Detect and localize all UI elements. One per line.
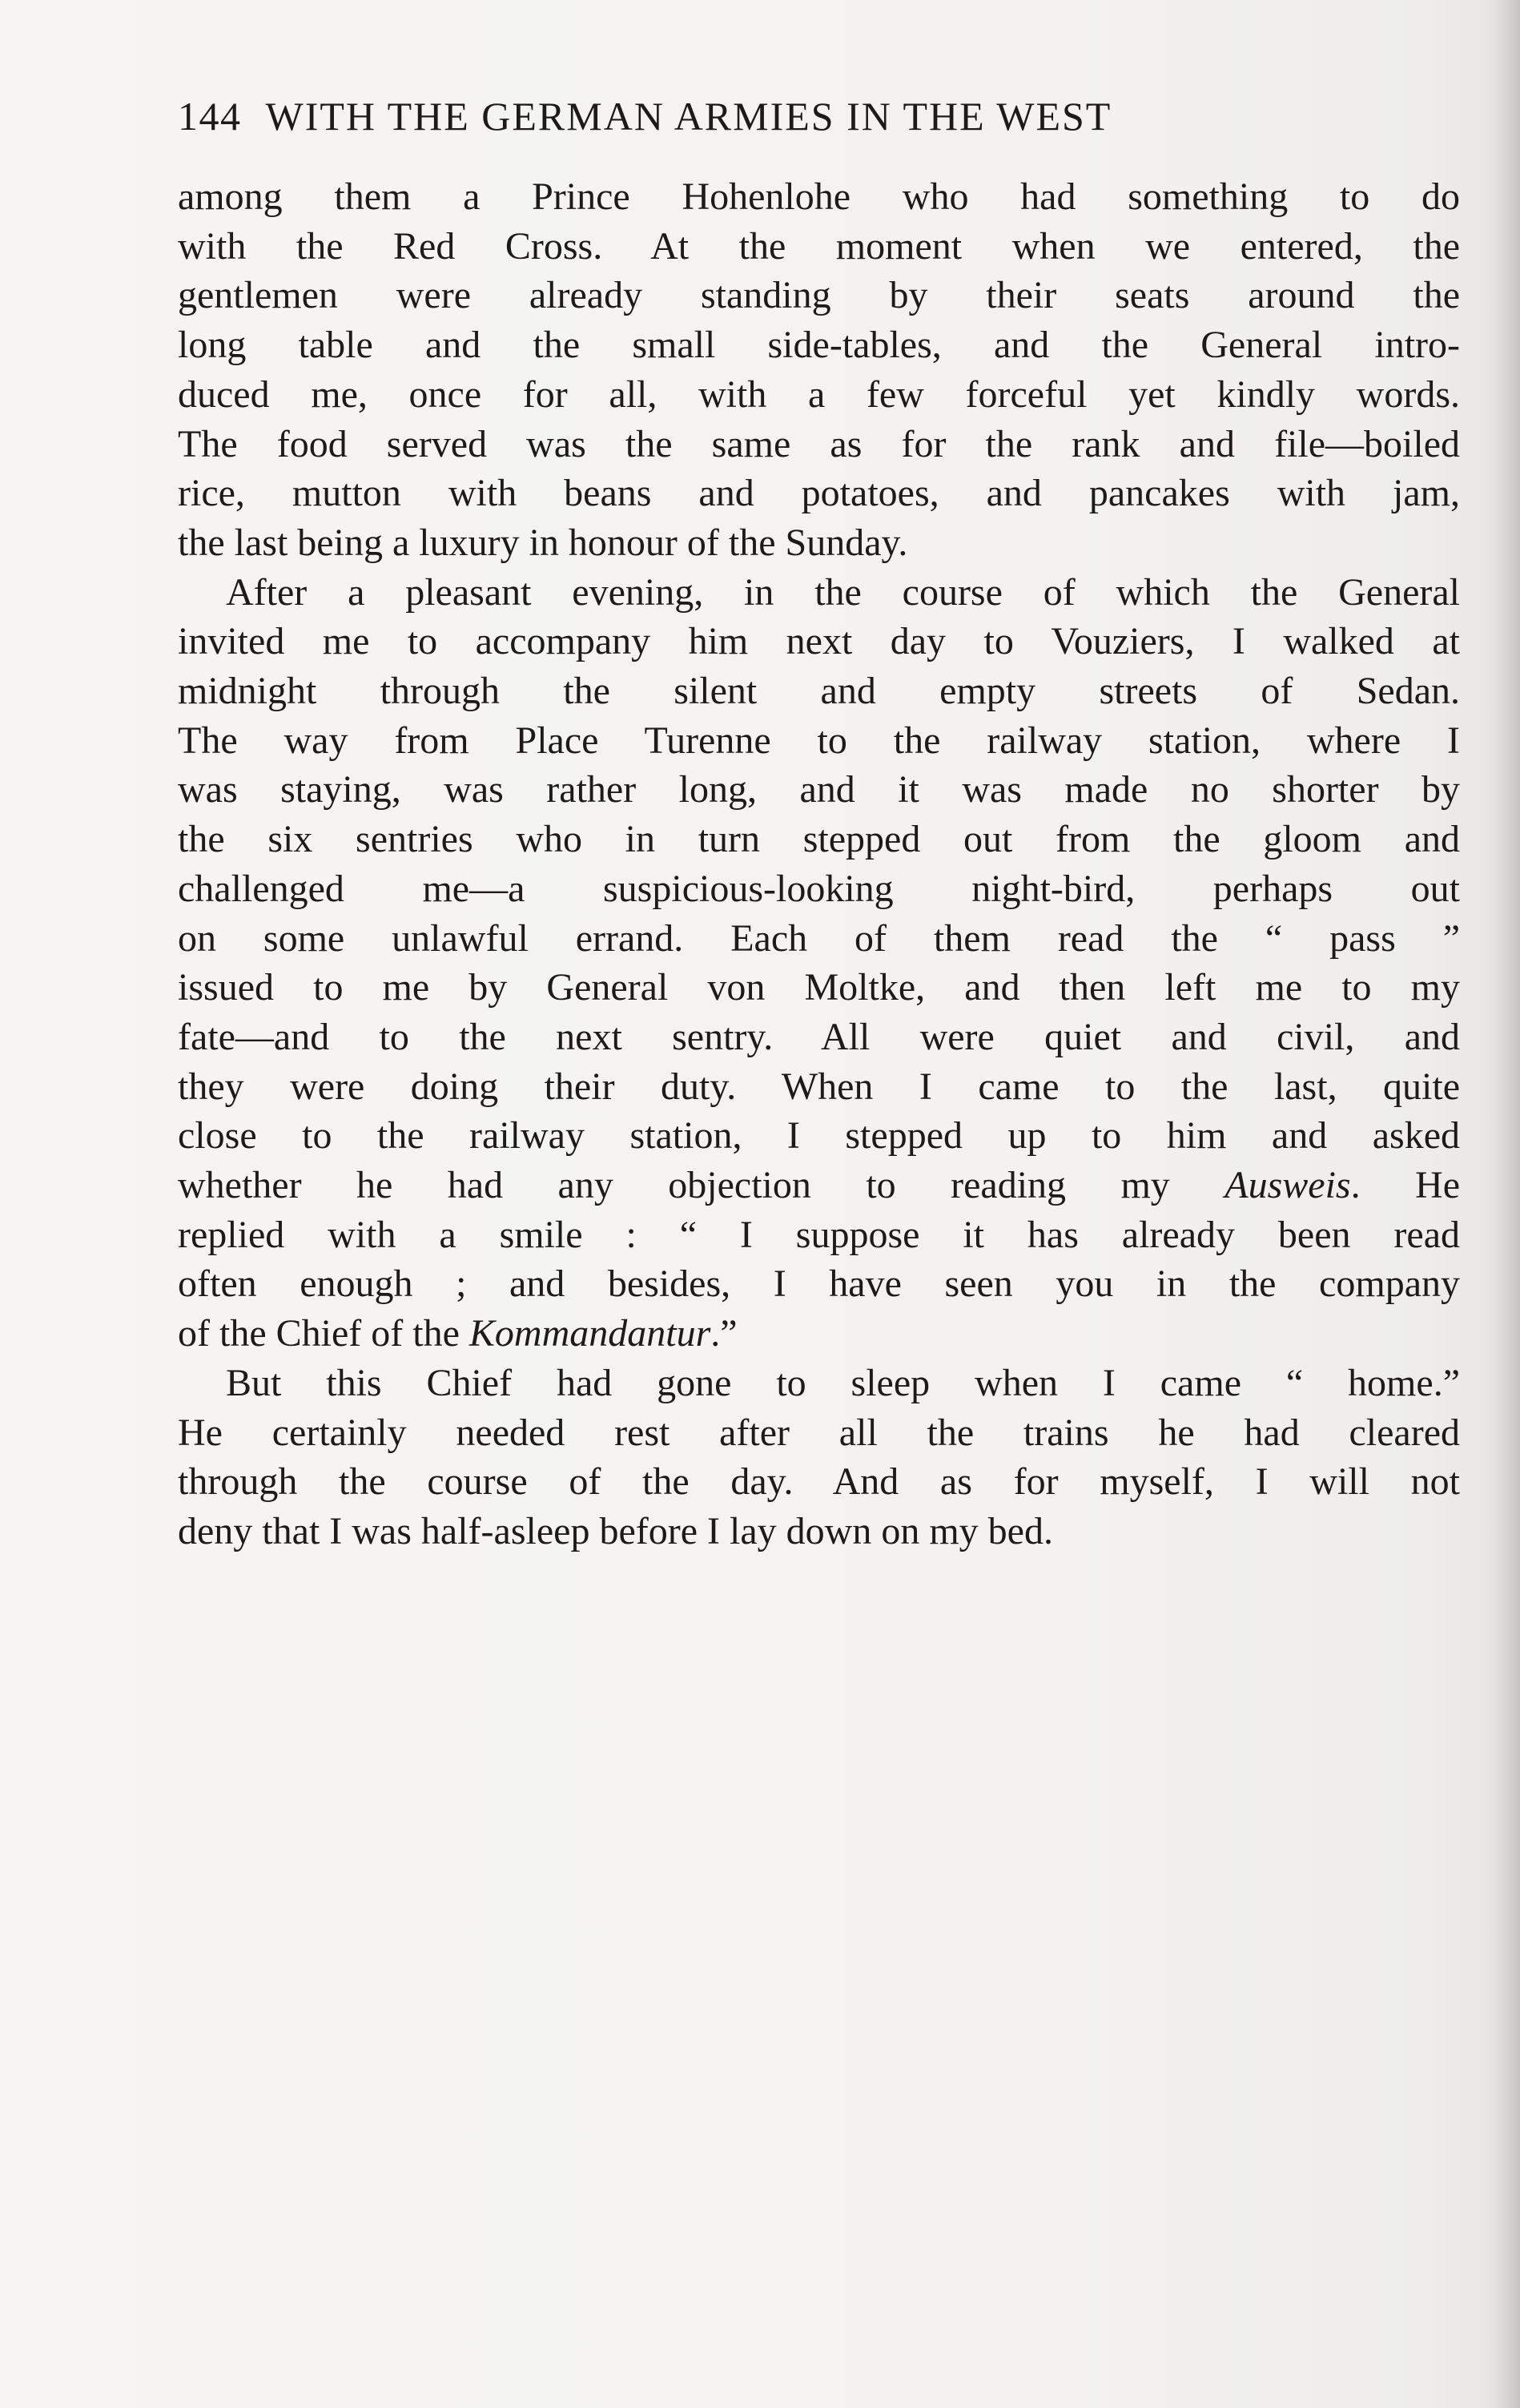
text-line: deny that I was half-asleep before I lay down on my bed.: [178, 1509, 1053, 1552]
text-line: fate—and to the next sentry. All were quiet and civil, and: [178, 1015, 1460, 1058]
text-line: He certainly needed rest after all the trains he had cleared: [178, 1411, 1460, 1454]
text-line: The food served was the same as for the rank and file—boiled: [178, 422, 1460, 465]
text-fragment: .”: [710, 1312, 738, 1355]
text-line: rice, mutton with beans and potatoes, and pancakes with jam,: [178, 472, 1460, 515]
text-line: on some unlawful errand. Each of them read the “ pass ”: [178, 916, 1460, 960]
text-fragment: of the Chief of the: [178, 1312, 469, 1355]
text-line: the last being a luxury in honour of the Sunday.: [178, 521, 908, 564]
text-line: close to the railway station, I stepped up to him and asked: [178, 1114, 1460, 1158]
text-line: among them a Prince Hohenlohe who had something to do: [178, 175, 1460, 218]
text-line-ausweis: [178, 1161, 1460, 1210]
italic-word-kommandantur: Kommandantur: [468, 1312, 711, 1355]
paragraph-3: [178, 1359, 1460, 1556]
italic-word-ausweis: Ausweis: [1224, 1164, 1351, 1207]
text-line: The way from Place Turenne to the railway station, where I: [178, 719, 1460, 762]
text-line: often enough ; and besides, I have seen you in the company: [178, 1262, 1460, 1306]
page-number: 144: [178, 94, 242, 139]
text-line: was staying, was rather long, and it was made no shorter by: [178, 768, 1460, 811]
body-text: [178, 172, 1460, 1556]
text-line: But this Chief had gone to sleep when I came “ home.”: [226, 1361, 1460, 1404]
running-title: WITH THE GERMAN ARMIES IN THE WEST: [265, 94, 1112, 139]
text-line: long table and the small side-tables, and the General intro-: [178, 324, 1460, 367]
text-line: replied with a smile : “ I suppose it has already been read: [178, 1213, 1460, 1256]
text-line: gentlemen were already standing by their seats around the: [178, 274, 1460, 317]
text-line: the six sentries who in turn stepped out from the gloom and: [178, 818, 1460, 861]
text-line: they were doing their duty. When I came to the last, quite: [178, 1065, 1460, 1108]
text-line: challenged me—a suspicious-looking night-bird, perhaps out: [178, 867, 1460, 910]
text-fragment: . He: [1350, 1164, 1461, 1207]
text-line: midnight through the silent and empty streets of Sedan.: [178, 670, 1460, 713]
text-line: duced me, once for all, with a few forceful yet kindly words.: [178, 372, 1460, 416]
text-fragment: whether he had any objection to reading my: [178, 1164, 1225, 1207]
text-line: invited me to accompany him next day to Vouziers, I walked at: [178, 620, 1460, 663]
text-line: issued to me by General von Moltke, and then left me to my: [178, 966, 1460, 1009]
text-line: After a pleasant evening, in the course of which the General: [226, 570, 1460, 614]
running-head: [178, 93, 1373, 149]
page-edge-shadow: [1490, 0, 1520, 2408]
paragraph-1: [178, 172, 1460, 568]
text-line: through the course of the day. And as for myself, I will not: [178, 1460, 1460, 1504]
text-line-kommandantur: [178, 1309, 1460, 1359]
text-line: with the Red Cross. At the moment when we entered, the: [178, 224, 1460, 268]
paragraph-2: [178, 568, 1460, 1359]
